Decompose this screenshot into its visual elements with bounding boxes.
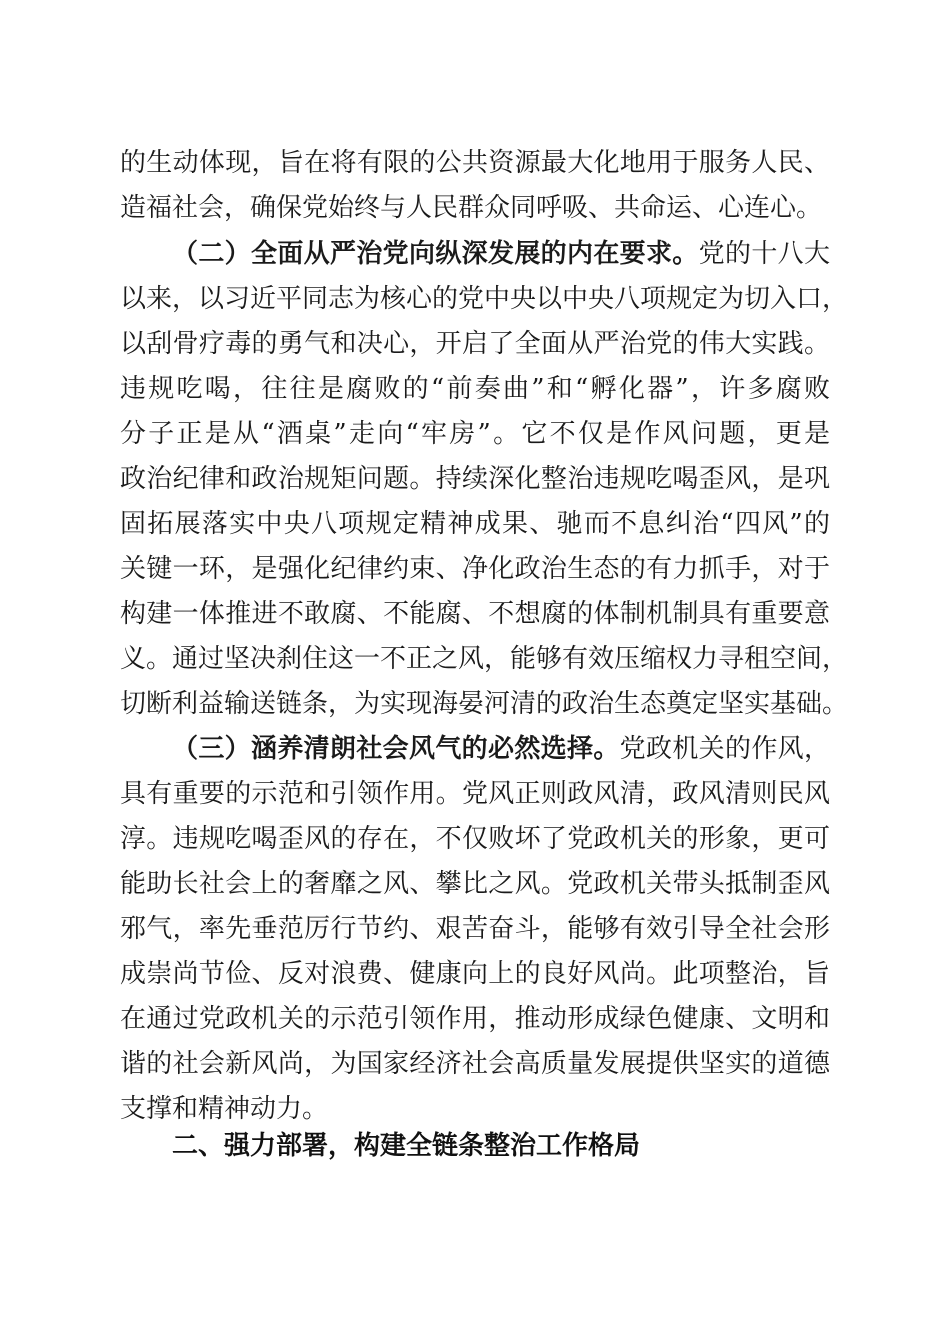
paragraph-text: 党的十八大 (698, 239, 830, 269)
text-line: 的生动体现，旨在将有限的公共资源最大化地用于服务人民、 (120, 148, 830, 178)
text-line: 具有重要的示范和引领作用。党风正则政风清，政风清则民风 (120, 779, 830, 809)
paragraph-heading: （三）涵养清朗社会风气的必然选择。 (172, 734, 620, 764)
text-line: 谐的社会新风尚，为国家经济社会高质量发展提供坚实的道德 (120, 1049, 830, 1079)
text-line: 邪气，率先垂范厉行节约、艰苦奋斗，能够有效引导全社会形 (120, 914, 830, 944)
text-line: 以来，以习近平同志为核心的党中央以中央八项规定为切入口， (120, 284, 849, 314)
text-line: 在通过党政机关的示范引领作用，推动形成绿色健康、文明和 (120, 1004, 830, 1034)
paragraph-first-line (172, 729, 830, 769)
text-line: 能助长社会上的奢靡之风、攀比之风。党政机关带头抵制歪风 (120, 869, 830, 899)
text-line: 分子正是从“酒桌”走向“牢房”。它不仅是作风问题，更是 (120, 419, 830, 449)
text-line: 造福社会，确保党始终与人民群众同呼吸、共命运、心连心。 (120, 193, 823, 223)
paragraph-first-line (172, 234, 830, 274)
text-line: 以刮骨疗毒的勇气和决心，开启了全面从严治党的伟大实践。 (120, 329, 830, 359)
section-heading: 二、强力部署，构建全链条整治工作格局 (172, 1131, 641, 1161)
text-line: 淳。违规吃喝歪风的存在，不仅败坏了党政机关的形象，更可 (120, 824, 830, 854)
text-line: 关键一环，是强化纪律约束、净化政治生态的有力抓手，对于 (120, 554, 830, 584)
text-line: 成崇尚节俭、反对浪费、健康向上的良好风尚。此项整治，旨 (120, 959, 830, 989)
text-line: 违规吃喝，往往是腐败的“前奏曲”和“孵化器”，许多腐败 (120, 374, 830, 404)
paragraph-heading: （二）全面从严治党向纵深发展的内在要求。 (172, 239, 699, 269)
text-line: 固拓展落实中央八项规定精神成果、驰而不息纠治“四风”的 (120, 509, 830, 539)
text-line: 义。通过坚决刹住这一不正之风，能够有效压缩权力寻租空间， (120, 644, 849, 674)
text-line: 构建一体推进不敢腐、不能腐、不想腐的体制机制具有重要意 (120, 599, 830, 629)
text-line: 切断利益输送链条，为实现海晏河清的政治生态奠定坚实基础。 (120, 689, 849, 719)
text-line: 支撑和精神动力。 (120, 1094, 329, 1124)
text-line: 政治纪律和政治规矩问题。持续深化整治违规吃喝歪风，是巩 (120, 464, 830, 494)
paragraph-text: 党政机关的作风， (619, 734, 830, 764)
